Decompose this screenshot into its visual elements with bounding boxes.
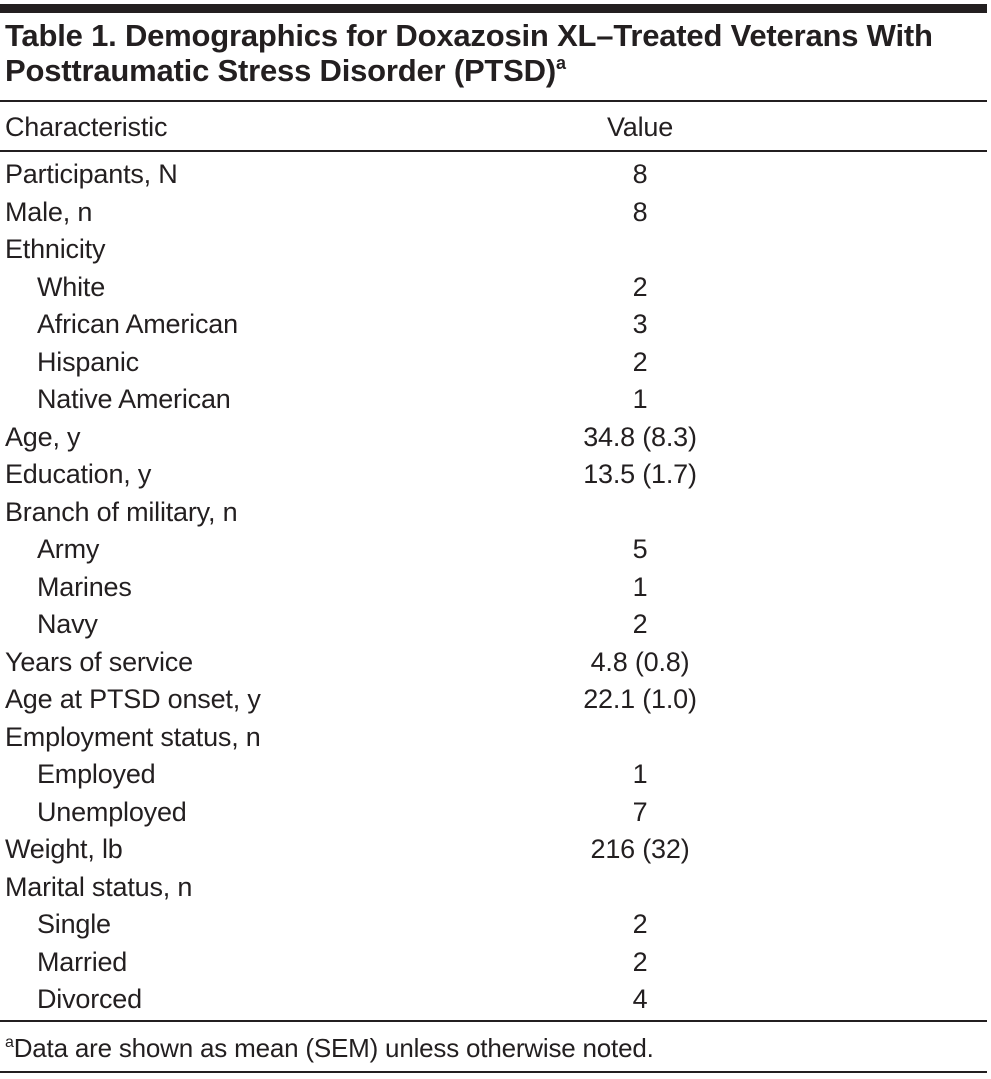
table-row [0,831,987,868]
row-value: 4 [632,984,648,1014]
row-label: Years of service [5,647,193,677]
table-title [5,18,980,88]
table-row [0,269,987,306]
row-label: Age, y [5,422,81,452]
top-rule [0,4,987,13]
row-value: 13.5 (1.7) [583,459,697,489]
table-row [0,981,987,1018]
row-value: 2 [632,909,648,939]
table-row [0,381,987,418]
column-header-characteristic: Characteristic [5,112,168,142]
row-label: Marital status, n [5,872,193,902]
row-label: Divorced [37,984,142,1014]
row-value: 22.1 (1.0) [583,684,697,714]
row-value: 34.8 (8.3) [583,422,697,452]
header-bottom-rule [0,150,987,152]
table-row [0,194,987,231]
row-label: Age at PTSD onset, y [5,684,261,714]
row-label: Navy [37,609,98,639]
table-row [0,794,987,831]
row-value: 2 [632,947,648,977]
table-header-row [0,109,987,146]
row-label: Unemployed [37,797,187,827]
table-row [0,719,987,756]
row-label: African American [37,309,238,339]
table-row [0,644,987,681]
row-value: 1 [632,759,648,789]
table-row [0,344,987,381]
table-row [0,606,987,643]
row-value: 2 [632,347,648,377]
header-top-rule [0,100,987,102]
table-row [0,681,987,718]
row-value: 4.8 (0.8) [590,647,690,677]
column-header-value: Value [606,112,674,142]
table-row [0,944,987,981]
row-label: Single [37,909,111,939]
table-row [0,419,987,456]
row-value: 2 [632,272,648,302]
footnote-marker: a [5,1034,14,1051]
row-value: 8 [632,197,648,227]
row-value: 5 [632,534,648,564]
table-row [0,231,987,268]
row-label: Native American [37,384,231,414]
row-value: 2 [632,609,648,639]
table-row [0,306,987,343]
table-title-text: Table 1. Demographics for Doxazosin XL–Treated Veterans With Posttraumatic Stress Disorder (PTSD) [5,18,933,88]
row-label: Ethnicity [5,234,106,264]
row-label: Married [37,947,128,977]
row-label: Marines [37,572,132,602]
row-label: Education, y [5,459,152,489]
table-row [0,494,987,531]
table-row [0,906,987,943]
table-row [0,569,987,606]
table-bottom-rule [0,1020,987,1022]
row-label: Branch of military, n [5,497,238,527]
row-label: Participants, N [5,159,178,189]
table-row [0,869,987,906]
table-row [0,756,987,793]
row-label: Employment status, n [5,722,261,752]
row-label: White [37,272,106,302]
row-value: 216 (32) [590,834,690,864]
row-label: Employed [37,759,156,789]
row-label: Weight, lb [5,834,123,864]
table-footnote [5,1030,980,1066]
title-footnote-marker: a [555,53,566,73]
row-value: 8 [632,159,648,189]
table-row [0,456,987,493]
row-label: Male, n [5,197,93,227]
row-value: 7 [632,797,648,827]
footnote-bottom-rule [0,1071,987,1073]
table-row [0,531,987,568]
row-value: 3 [632,309,648,339]
table-row [0,156,987,193]
row-value: 1 [632,572,648,602]
row-label: Army [37,534,100,564]
row-value: 1 [632,384,648,414]
footnote-text: Data are shown as mean (SEM) unless otherwise noted. [13,1033,654,1063]
row-label: Hispanic [37,347,139,377]
